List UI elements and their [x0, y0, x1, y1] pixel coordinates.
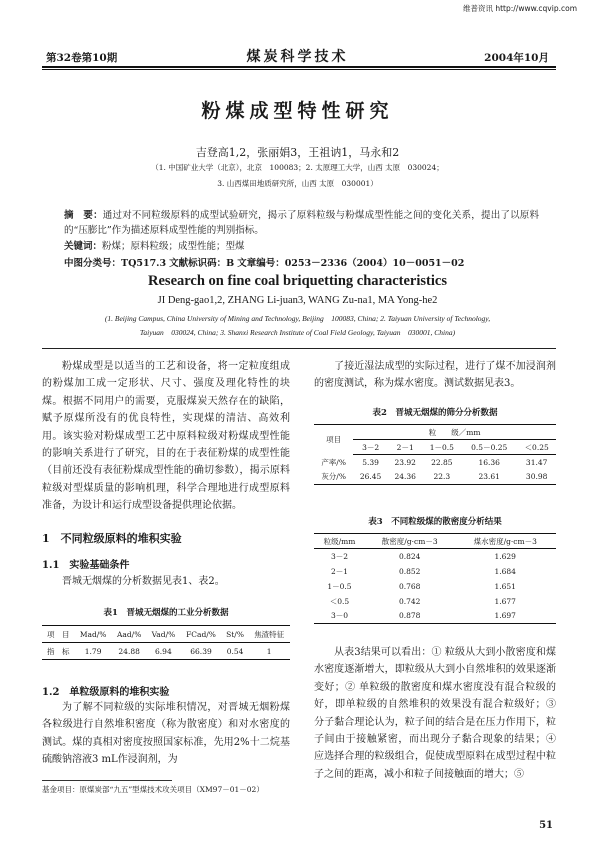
table-header-cell: St/%	[222, 626, 249, 643]
table-cell: 31.47	[525, 457, 548, 467]
table-cell: 24.36	[388, 470, 423, 485]
table-cell: 0.824	[398, 551, 421, 561]
abstract-label: 摘 要：	[64, 210, 103, 221]
table-header-cell: 粒级/mm	[314, 534, 365, 549]
table-header-cell: 项 目	[42, 626, 74, 643]
table-header-cell: Mad/%	[74, 626, 111, 643]
english-title: Research on fine coal briquetting characteristics	[148, 273, 447, 289]
table-bulk-density	[314, 533, 556, 624]
table-cell: 产率/%	[321, 457, 346, 467]
table-caption: 表3 不同粒级煤的散密度分析结果	[368, 517, 502, 527]
table-cell: 1.684	[494, 566, 516, 576]
table-cell: 指 标	[42, 643, 74, 660]
table-cell: 1－0.5	[327, 581, 352, 591]
article-title: 粉煤成型特性研究	[201, 100, 394, 122]
body-paragraph: 从表3结果可以看出：① 粒级从大到小散密度和煤水密度逐渐增大，即粒级从大到小自然堆积的效果逐渐变好；② 单粒级的散密度和煤水密度没有混合粒级的好，即单粒级的自然堆积的效果没有混合粒级好；③ 分子黏合理论认为，粒子间的结合是在压力作用下，粒子间由于接触紧密，而出现分子黏合现象的结果；④ 应选择合理的粒级组合，促使成型原料在成型过程中粒子之间的距离，减小和粒子间接触面的增大；⑤	[314, 647, 556, 780]
table-header-cell: 散密度/g·cm－3	[365, 534, 455, 549]
journal-name: 煤炭科学技术	[246, 49, 349, 65]
table-cell: 22.85	[431, 457, 453, 467]
table-cell: 1.697	[454, 609, 556, 624]
table-cell: 灰分/%	[314, 470, 353, 485]
table-cell: 30.98	[517, 470, 556, 485]
footnote: 基金项目：原煤炭部“九五”型煤技术攻关项目（XM97－01－02）	[42, 785, 264, 794]
table-header-cell: 项目	[314, 425, 353, 455]
abstract-text: 通过对不同粒级原料的成型试验研究，揭示了原料粒级与粉煤成型性能之间的变化关系，提出了以原料的“压膨比”作为描述原料成型性能的判别指标。	[64, 210, 539, 236]
table-cell: 1.629	[494, 551, 516, 561]
table-header-row	[42, 626, 290, 643]
table-row	[314, 579, 556, 594]
table-row	[314, 455, 556, 470]
body-paragraph: 粉煤成型是以适当的工艺和设备，将一定粒度组成的粉煤加工成一定形状、尺寸、强度及理化特性的块煤。根据不同用户的需要，克服煤炭天然存在的缺陷，赋予原煤所没有的优良特性，实现煤的清洁、高效利用。该实验对粉煤成型工艺中原料粒级对粉煤成型性能的影响关系进行了研究，目的在于表征粉煤的成型性能（目前还没有表征粉煤成型性能的确切参数），揭示原料粒级对型煤质量的影响机理，科学合理地进行成型原料准备，为设计和运行成型设备提供理论依据。	[42, 361, 290, 512]
class-number: 中图分类号：TQ517.3	[64, 258, 167, 269]
table-cell: 2－1	[330, 566, 348, 576]
section-heading: 1 不同粒级原料的堆积实验	[42, 532, 182, 545]
table-header-cell: 焦渣特征	[248, 626, 290, 643]
header-rule-thin	[42, 69, 556, 70]
table-header-cell: 2－1	[388, 440, 423, 455]
table-row	[42, 643, 290, 660]
table-cell: 0.768	[398, 581, 421, 591]
table-cell: 0.878	[365, 609, 455, 624]
table-row	[314, 594, 556, 609]
table-row	[314, 549, 556, 564]
table-header-cell: ＜0.25	[517, 440, 556, 455]
table-cell: 0.742	[398, 596, 421, 606]
issue-volume: 第32卷第10期	[46, 52, 118, 64]
subsection-heading: 1.1 实验基础条件	[42, 560, 130, 571]
body-paragraph: 晋城无烟煤的分析数据见表1、表2。	[62, 576, 225, 587]
table-header-cell: 0.5－0.25	[461, 440, 517, 455]
table-header-cell: 1－0.5	[423, 440, 462, 455]
english-affiliation: (1. Beijing Campus, China University of Mining and Technology, Beijing 100083, China; 2. Taiyuan University of Technology,	[104, 314, 491, 323]
table-cell: 0.54	[222, 643, 249, 660]
table-cell: 1.651	[494, 581, 516, 591]
header-rule	[42, 66, 556, 68]
body-paragraph: 了接近湿法成型的实际过程，进行了煤不加浸润剂的密度测试，称为煤水密度。测试数据见表3。	[314, 361, 556, 390]
table-caption: 表2 晋城无烟煤的筛分分析数据	[372, 408, 498, 418]
table-cell: 23.61	[461, 470, 517, 485]
table-proximate-analysis	[42, 625, 290, 660]
body-paragraph: 为了解不同粒级的实际堆积情况，对晋城无烟粉煤各粒级进行自然堆积密度（称为散密度）和对水密度的测试。煤的真相对密度按照国家标准，先用2%十二烷基硫酸钠溶液3 mL作浸润剂，为	[42, 702, 290, 766]
source-url: 维普资讯 http://www.cqvip.com	[462, 4, 577, 13]
table-cell: 24.88	[112, 643, 147, 660]
table-header-row	[314, 534, 556, 549]
affiliation-line: （1. 中国矿业大学（北京），北京 100083；2. 太原理工大学，山西 太原 030024；	[151, 163, 444, 172]
table-cell: 16.36	[478, 457, 500, 467]
classification-row	[64, 255, 539, 269]
table-sieve-analysis	[314, 424, 556, 485]
section-divider	[42, 348, 556, 349]
table-row	[314, 564, 556, 579]
table-header-cell: 3－2	[353, 440, 388, 455]
keywords-label: 关键词：	[64, 241, 103, 252]
author-list: 吉登高1,2，张丽娟3，王祖讷1，马永和2	[195, 146, 400, 159]
table-cell: 3－2	[330, 551, 348, 561]
table-row	[314, 470, 556, 485]
subsection-heading: 1.2 单粒级原料的堆积实验	[42, 687, 170, 698]
table-cell: 3－0	[314, 609, 365, 624]
table-cell: ＜0.5	[329, 596, 350, 606]
page-number: 51	[539, 820, 553, 831]
table-cell: 23.92	[394, 457, 416, 467]
keywords-text: 粉煤；原料粒级；成型性能；型煤	[102, 241, 245, 252]
table-cell: 5.39	[362, 457, 379, 467]
affiliation-line: 3. 山西煤田地质研究所，山西 太原 030001）	[217, 179, 378, 188]
table-header-row	[314, 425, 556, 440]
table-cell: 22.3	[423, 470, 462, 485]
issue-date: 2004年10月	[484, 52, 549, 64]
table-cell: 1.677	[494, 596, 516, 606]
table-cell: 26.45	[353, 470, 388, 485]
table-header-cell: 粒 级／mm	[353, 425, 556, 440]
document-code: 文献标识码：B	[169, 258, 235, 269]
table-cell: 1	[248, 643, 290, 660]
table-cell: 0.852	[398, 566, 421, 576]
table-cell: 1.79	[74, 643, 111, 660]
english-affiliation: Taiyuan 030024, China; 3. Shanxi Research Institute of Coal Field Geology, Taiyuan 030001, China)	[139, 328, 456, 337]
article-number: 文章编号：0253－2336（2004）10－0051－02	[237, 258, 465, 269]
english-authors: JI Deng-gao1,2, ZHANG Li-juan3, WANG Zu-na1, MA Yong-he2	[157, 295, 438, 306]
table-header-cell: Vad/%	[146, 626, 180, 643]
footnote-rule	[42, 780, 172, 781]
table-row	[314, 609, 556, 624]
table-cell: 6.94	[146, 643, 180, 660]
table-header-cell: 煤水密度/g·cm－3	[454, 534, 556, 549]
keywords	[64, 238, 539, 252]
table-cell: 66.39	[180, 643, 221, 660]
table-caption: 表1 晋城无烟煤的工业分析数据	[103, 608, 229, 618]
table-header-cell: FCad/%	[180, 626, 221, 643]
abstract	[64, 208, 539, 238]
table-header-cell: Aad/%	[112, 626, 147, 643]
